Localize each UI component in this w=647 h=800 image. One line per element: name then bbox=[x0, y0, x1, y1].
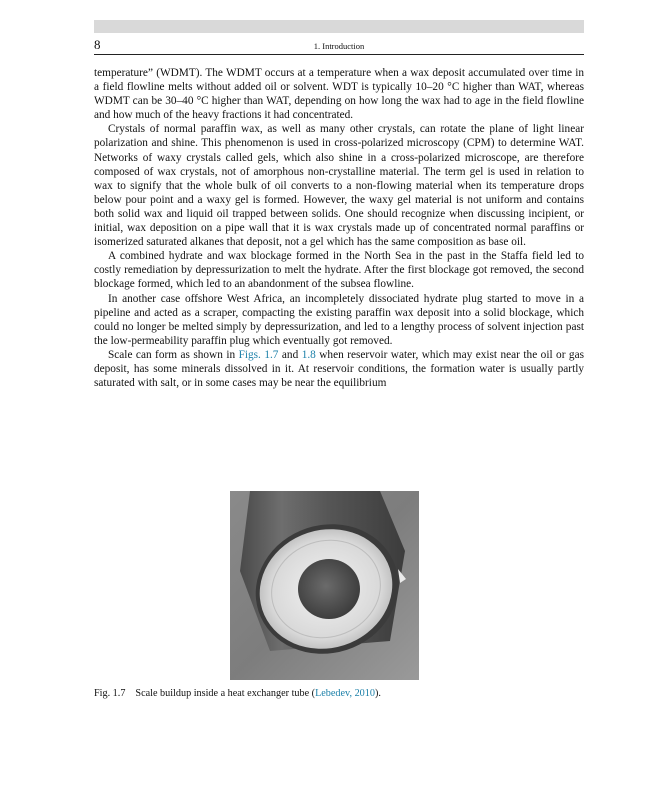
scale-text-before: Scale can form as shown in bbox=[108, 348, 239, 361]
figs-1-7-link[interactable]: Figs. 1.7 bbox=[238, 348, 279, 361]
caption-text: Scale buildup inside a heat exchanger tube ( bbox=[135, 688, 316, 699]
paragraph-1: temperature” (WDMT). The WDMT occurs at a temperature when a wax deposit accumulated over time in a field flowline melts without added oil or solvent. WDT is typically 10–20 °C higher than WAT, whereas WDMT can be 30–40 °C higher than WAT, depending on how long the wax had to age in the field flowline and how much of the heavy fractions it had concentrated. bbox=[94, 67, 584, 122]
running-head: 1. Introduction bbox=[313, 41, 365, 51]
citation-link[interactable]: Lebedev, 2010 bbox=[315, 688, 375, 699]
header-rule bbox=[94, 54, 584, 55]
figure-scale-tube-photo bbox=[230, 491, 419, 680]
figure-label: Fig. 1.7 bbox=[94, 688, 126, 699]
fig-1-8-link[interactable]: 1.8 bbox=[301, 348, 316, 361]
body-text bbox=[94, 66, 584, 390]
page-number: 8 bbox=[94, 37, 101, 52]
caption-end: ). bbox=[374, 688, 381, 699]
scale-text-between: and bbox=[278, 348, 302, 361]
tube-bore bbox=[298, 559, 360, 619]
paragraph-2: Crystals of normal paraffin wax, as well as many other crystals, can rotate the plane of light linear polarization and shine. This phenomenon is used in cross-polarized microscopy (CPM) to determine WAT. Networks of waxy crystals called gels, which also shine in a cross-polarized microscope, are therefore composed of wax crystals, not of amorphous non-crystalline material. The term gel is used in relation to wax to signify that the whole bulk of oil converts to a non-flowing material when its temperature drops below pour point and a waxy gel is formed. However, the waxy gel material is not uniform and contains both solid wax and liquid oil trapped between solids. One should recognize when discussing incipient, or initial, wax deposition on a pipe wall that it is wax crystals made up of concentrated normal paraffins or isomerized saturated alkanes that deposit, not a gel which has the same composition as base oil. bbox=[94, 123, 584, 249]
scale-text-after: when reservoir water, which may exist near the oil or gas deposit, has some minerals dissolved in it. At reservoir conditions, the formation water is usually partly saturated with salt, or in some cases may be near the equilibrium bbox=[94, 348, 584, 390]
paragraph-5 bbox=[94, 348, 584, 390]
paragraph-4: In another case offshore West Africa, an incompletely dissociated hydrate plug started to move in a pipeline and acted as a scraper, compacting the existing paraffin wax deposit into a solid blockage, which could no longer be melted simply by depressurization, and led to a lengthy process of solvent injection past the low-permeability paraffin plug which eventually got removed. bbox=[94, 292, 584, 347]
scale-tube-photo bbox=[230, 491, 419, 680]
paragraph-3: A combined hydrate and wax blockage formed in the North Sea in the past in the Staffa field led to costly remediation by depressurization to melt the hydrate. After the first blockage got removed, the second blockage formed, which led to an abandonment of the subsea flowline. bbox=[94, 250, 584, 291]
figure-caption bbox=[94, 688, 584, 699]
header-band bbox=[94, 20, 584, 33]
